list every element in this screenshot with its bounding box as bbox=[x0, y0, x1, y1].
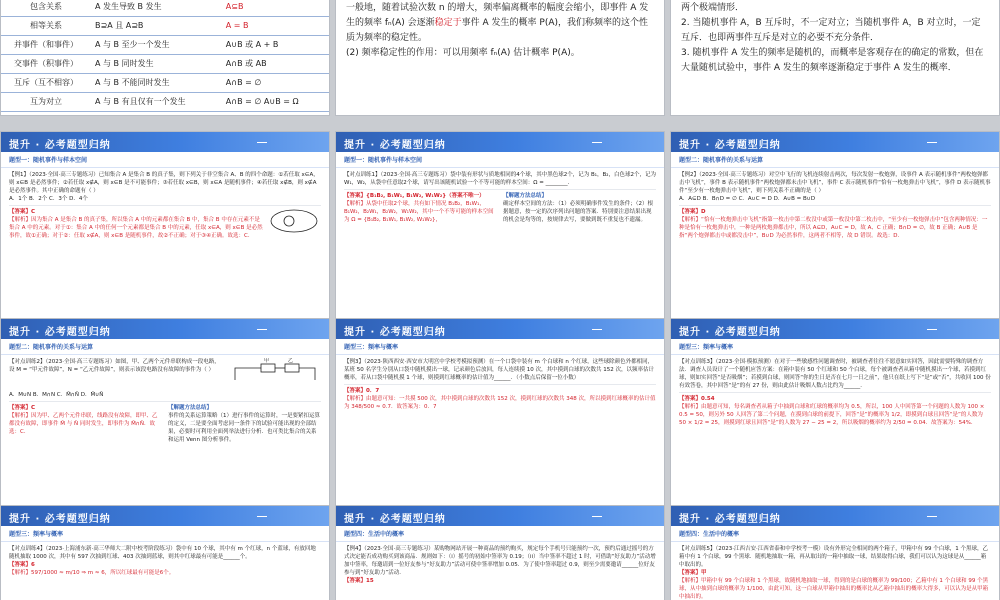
header-divider bbox=[592, 142, 602, 143]
question-text: 【对点训练1】（2023·全国·高三专题练习）袋中装有形状与质地相同的4个球，其中黑色球2个，记为 B₁，B₂，白色球2个，记为 W₁，W₂，从袋中任意取2个球，请写出该随机试验一个不等可能的样本空间：Ω = ________． bbox=[344, 172, 656, 186]
paragraph: 2. 当随机事件 A，B 互斥时，不一定对立；当随机事件 A，B 对立时，一定互斥．也即两事件互斥是对立的必要不充分条件． bbox=[681, 18, 981, 43]
slide-thumb-11[interactable] bbox=[335, 505, 665, 600]
section-title: 题型四：生活中的概率 bbox=[336, 526, 664, 542]
paragraph: (2) 频率稳定性的作用：可以用频率 fₙ(A) 估计概率 P(A)。 bbox=[346, 48, 580, 58]
question-text: 【对点训练2】（2023·全国·高三专题练习）如图，甲、乙两个元件串联构成一段电路，设 M = “甲元件故障”，N = “乙元件故障”，则表示该段电路没有故障的事件为（ ） bbox=[9, 359, 220, 373]
slide-thumb-3[interactable] bbox=[670, 0, 1000, 116]
event-relation-table bbox=[1, 0, 329, 112]
answer-label: 【答案】C bbox=[9, 209, 36, 215]
table-cell: A∩B = ∅ bbox=[222, 73, 329, 92]
frequency-stability-text bbox=[336, 0, 664, 65]
answer-label: 【答案】D bbox=[679, 209, 706, 215]
method-text: 事件的关系运算策略（1）进行事件的运算时，一是要紧扣运算的定义，二是要全面考虑同一条件下的试验可能出现的全部结果，必要时可利用全面列举法进行分析．也可类比集合的关系和运用 Venn 图分析事件。 bbox=[168, 413, 321, 443]
method-text: 确定样本空间的方法：（1）必须明确事件发生的条件；（2）根据题意，按一定的次序列出问题的答案．特别要注意结果出现的机会是均等的，按规律去写，要做到既不重复也不遗漏。 bbox=[503, 201, 654, 223]
divider bbox=[344, 189, 656, 190]
component-label: 甲 bbox=[264, 358, 270, 364]
component-label: 乙 bbox=[288, 358, 294, 364]
answer-options: A．1个 B．2个 C．3个 D．4个 bbox=[9, 196, 88, 202]
paragraph: 两个极端情形． bbox=[681, 3, 745, 13]
question-text: 【例2】（2023·全国·高三专题练习）对空中飞行的飞机连续射击两次，每次发射一枚炮弹，设事件 A 表示随机事件“两枚炮弹都击中飞机”，事件 B 表示随机事件“两枚炮弹都未击中飞机”，事件 C 表示随机事件“恰有一枚炮弹击中飞机”，事件 D 表示随机事件“至少有一枚炮弹击中飞机”，则下列关系不正确的是（ ） bbox=[679, 172, 991, 194]
table-cell: A = B bbox=[222, 16, 329, 35]
answer-label: 【答案】6 bbox=[9, 562, 35, 568]
divider bbox=[679, 205, 991, 206]
slide-thumb-4[interactable] bbox=[0, 131, 330, 321]
section-title: 题型三：频率与概率 bbox=[671, 339, 999, 355]
question-text: 【对点训练4】（2023·上海浦东新·高三华师大二附中校考阶段练习）袋中有 10 个球，其中有 m 个红球，n 个蓝球，有放回地随机抽取 1000 次，其中有 597 次抽到红球、403 次抽到蓝球，则其中红球最有可能是______个。 bbox=[9, 546, 316, 560]
table-cell: A∪B 或 A + B bbox=[222, 35, 329, 54]
section-title: 题型二：随机事件的关系与运算 bbox=[671, 152, 999, 168]
deck-title: 提升 · 必考题型归纳 bbox=[9, 514, 111, 525]
slide-thumb-7[interactable] bbox=[0, 318, 330, 508]
header-divider bbox=[257, 329, 267, 330]
divider bbox=[344, 384, 656, 385]
explanation-text: 【解析】“恰有一枚炮弹击中飞机”指第一枚击中第二枚没中或第一枚没中第二枚击中，“至少有一枚炮弹击中”包含两种情况：一种是恰有一枚炮弹击中，一种是两枚炮弹都击中，所以 A⊆D，A∪C = D，故 A、C 正确；B∩D = ∅，故 B 正确；A∪B 是指“两个炮弹都击中或都没击中”，B∪D 为必然事件，这两者不相等，故 D 错误。故选：D． bbox=[679, 217, 988, 239]
paragraph: 3. 随机事件 A 发生的频率是随机的，而概率是客观存在的确定的常数，但在大量随机试验中，事件 A 发生的频率逐渐稳定于事件 A 发生的概率． bbox=[681, 48, 984, 73]
explanation-text: 【解析】甲箱中有 99 个白球和 1 个黑球，故随机地抽取一球，得到的是白球的概率为 99/100；乙箱中有 1 个白球和 99 个黑球，从中抽到白球的概率为 1/100，由此可知，这一白球从甲箱中抽出的概率比从乙箱中抽出的概率大得多，可以认为是从甲箱中抽出的。 bbox=[679, 578, 989, 600]
header-divider bbox=[592, 516, 602, 517]
table-row bbox=[1, 0, 329, 16]
explanation-text: 【解析】从袋中任取2个球，共有如下情况 B₁B₂，B₁W₁，B₁W₂，B₂W₁，B₂W₂，W₁W₂，其中一个不等可能的样本空间为 Ω = {B₁B₂, B₁W₁, B₁W₂, W₁W₂}， bbox=[344, 201, 494, 223]
divider bbox=[9, 401, 321, 402]
question-text: 【对点训练5】（2023·江西吉安·江西省泰和中学校考一模）设有外形完全相同的两个箱子，甲箱中有 99 个白球，1 个黑球，乙箱中有 1 个白球，99 个黑球．随机地抽取一箱，再从取出的一箱中抽取一球，结果取得白球，我们可以认为这球是从______箱中取出的。 bbox=[679, 546, 988, 568]
header-divider bbox=[257, 516, 267, 517]
deck-title: 提升 · 必考题型归纳 bbox=[344, 514, 446, 525]
slide-header bbox=[336, 132, 664, 152]
table-cell: A 与 B 同时发生 bbox=[91, 54, 222, 73]
table-cell: 相等关系 bbox=[1, 16, 91, 35]
table-cell: A 与 B 不能同时发生 bbox=[91, 73, 222, 92]
header-divider bbox=[927, 329, 937, 330]
explanation-text: 【解析】因为甲、乙两个元件串联，线路没有故障，即甲、乙都没有故障，即事件 M̄ 与 N̄ 同时发生，即事件为 M̄∩N̄．故选：C． bbox=[9, 413, 158, 435]
table-row bbox=[1, 92, 329, 111]
header-divider bbox=[927, 142, 937, 143]
divider bbox=[9, 205, 321, 206]
method-title: 【解题方法总结】 bbox=[168, 405, 213, 411]
deck-title: 提升 · 必考题型归纳 bbox=[679, 140, 781, 151]
divider bbox=[679, 392, 991, 393]
section-title: 题型三：频率与概率 bbox=[1, 526, 329, 542]
slide-header bbox=[1, 319, 329, 339]
slide-thumb-8[interactable] bbox=[335, 318, 665, 508]
question-text: 【例3】（2023·陕西西安·西安市大明宫中学校考模拟预测）在一个口袋中装有 m 个白球和 n 个红球，这些球除颜色外都相同，某班 50 名学生分别从口袋中随机摸出一球，记录颜色后放回，每人连续摸 10 次，其中摸到白球的次数共 152 次，以频率估计概率，若从口袋中随机摸 1 个球，则摸到红球概率的估计值为______．（小数点后保留一位小数） bbox=[344, 359, 654, 381]
table-cell: 互斥（互不相容） bbox=[1, 73, 91, 92]
paragraph: 一般地，随着试验次数 n 的增大，频率偏离概率的幅度会缩小，即事件 A 发生的频率 fₙ(A) 会逐渐 bbox=[346, 3, 649, 28]
series-circuit-diagram bbox=[231, 358, 319, 388]
slide-thumb-10[interactable] bbox=[0, 505, 330, 600]
slide-thumb-9[interactable] bbox=[670, 318, 1000, 508]
section-title: 题型四：生活中的概率 bbox=[671, 526, 999, 542]
answer-label: 【答案】{B₁B₂, B₁W₁, B₁W₂, W₁W₂}（答案不唯一） bbox=[344, 193, 485, 199]
deck-title: 提升 · 必考题型归纳 bbox=[344, 140, 446, 151]
question-text: 【对点训练3】（2023·全国·模拟预测）在对于一些敏感性问题调查时，被调查者往往不愿意如实回答，因此需要特殊的调查方法．调查人员设计了一个随机应答方案：在箱中装有 50 个红球和 50 个白球，每个被调查者从箱中随机摸出一个球，若摸到红球，则如实回答“是否吸烟”；若摸到白球，则回答“你的生日是否在七月一日之前”，他只在纸上写下“是”或“否”，共收回 100 份有效答卷，其中回答“是”的有 27 份，则由此估计吸烟人数占比约为______． bbox=[679, 359, 991, 389]
table-cell: A∩B = ∅ A∪B = Ω bbox=[222, 92, 329, 111]
method-title: 【解题方法总结】 bbox=[503, 193, 548, 199]
answer-options: A．A⊆D B．B∩D = ∅ C．A∪C = D D．A∪B = B∪D bbox=[679, 196, 816, 202]
section-title: 题型三：频率与概率 bbox=[336, 339, 664, 355]
filled-blank: 稳定于 bbox=[434, 18, 462, 28]
slide-header bbox=[336, 319, 664, 339]
slide-header bbox=[671, 506, 999, 526]
table-cell: A 发生导致 B 发生 bbox=[91, 0, 222, 16]
answer-label: 【答案】0.54 bbox=[679, 396, 715, 402]
section-title: 题型二：随机事件的关系与运算 bbox=[1, 339, 329, 355]
table-row bbox=[1, 73, 329, 92]
table-cell: 互为对立 bbox=[1, 92, 91, 111]
table-row bbox=[1, 16, 329, 35]
deck-title: 提升 · 必考题型归纳 bbox=[344, 327, 446, 338]
table-row bbox=[1, 54, 329, 73]
header-divider bbox=[257, 142, 267, 143]
slide-thumb-5[interactable] bbox=[335, 131, 665, 321]
slide-thumb-2[interactable] bbox=[335, 0, 665, 116]
question-text: 【例1】（2023·全国·高三专题练习）已知集合 A 是集合 B 的真子集，则下列关于非空集合 A、B 的四个命题：①若任取 x∈A，则 x∈B 是必然事件；②若任取 x∉A，则 x∈B 是不可能事件；③若任取 x∈B，则 x∈A 是随机事件；④若任取 x∉B，则 x∉A 是必然事件。其中正确的命题有（ ） bbox=[9, 172, 319, 194]
slide-header bbox=[336, 506, 664, 526]
deck-title: 提升 · 必考题型归纳 bbox=[9, 327, 111, 338]
answer-label: 【答案】C bbox=[9, 405, 36, 411]
slide-thumb-6[interactable] bbox=[670, 131, 1000, 321]
explanation-text: 【解析】由题意可知：一共摸 500 次，其中摸到白球的次数共 152 次，摸到红球的次数共 348 次，所以摸到红球概率的估计值为 348/500 ≈ 0.7．故答案为：0．7 bbox=[344, 396, 656, 410]
answer-label: 【答案】0．7 bbox=[344, 388, 380, 394]
table-row bbox=[1, 35, 329, 54]
header-divider bbox=[927, 516, 937, 517]
table-cell: A 与 B 有且仅有一个发生 bbox=[91, 92, 222, 111]
notes-text bbox=[671, 0, 999, 80]
table-cell: B⊇A 且 A⊇B bbox=[91, 16, 222, 35]
table-cell: A∩B 或 AB bbox=[222, 54, 329, 73]
table-cell: 交事件（积事件） bbox=[1, 54, 91, 73]
answer-label: 【答案】15 bbox=[344, 578, 374, 584]
table-cell: A 与 B 至少一个发生 bbox=[91, 35, 222, 54]
section-title: 题型一：随机事件与样本空间 bbox=[336, 152, 664, 168]
paragraph: 事件 A 发生的概率 P(A)，我们称频率的这个性质为频率的稳定性。 bbox=[346, 18, 649, 43]
answer-label: 【答案】甲 bbox=[679, 570, 707, 576]
deck-title: 提升 · 必考题型归纳 bbox=[9, 140, 111, 151]
question-text: 【例4】（2023·全国·高三专题练习）某购物网站开展一种商品的预约购买，规定每个手机号只能预约一次，预约后通过摇号的方式决定能否成功购买到该商品．规则如下：（i）摇号的初始中签率为 0.19；（ii）当中签率不超过 1 时，可借助“好友助力”活动增加中签率，每邀请到一位好友参与“好友助力”活动可使中签率增加 0.05．为了使中签率超过 0.9，则至少需要邀请______位好友参与到“好友助力”活动． bbox=[344, 546, 656, 576]
section-title: 题型一：随机事件与样本空间 bbox=[1, 152, 329, 168]
explanation-text: 【解析】因为集合 A 是集合 B 的真子集，所以集合 A 中的元素都在集合 B 中，集合 B 中存在元素不是集合 A 中的元素。对于①：集合 A 中的任何一个元素都是集合 B 中的元素，任取 x∈A，则 x∈B 是必然事件，故①正确；对于②：任取 x∉A，则 x∈B 是随机事件，故②不正确；对于③④正确。故选：C． bbox=[9, 217, 263, 239]
slide-thumb-12[interactable] bbox=[670, 505, 1000, 600]
answer-options: A．M∪N B．M∩N C．M̄∩N̄ D．M̄∪N̄ bbox=[9, 392, 104, 398]
slide-thumb-1[interactable] bbox=[0, 0, 330, 116]
deck-title: 提升 · 必考题型归纳 bbox=[679, 327, 781, 338]
explanation-text: 【解析】597/1000 ≈ m/10 ⇒ m ≈ 6，所以红球最有可能是6个。 bbox=[9, 570, 175, 576]
table-cell: A⊆B bbox=[222, 0, 329, 16]
header-divider bbox=[592, 329, 602, 330]
slide-header bbox=[1, 506, 329, 526]
venn-diagram-icon bbox=[269, 208, 319, 234]
table-cell: 包含关系 bbox=[1, 0, 91, 16]
explanation-text: 【解析】由题意可知，每名调查者从箱子中抽到白球和红球的概率均为 0.5，所以，100 人中回答第一个问题的人数为 100 × 0.5 = 50，则另外 50 人回答了第二个问题，在摸到白球的前提下，回答“是”的概率为 1/2，即摸到白球且回答“是”的人数为 50 × 1/2 = 25，则摸到红球且回答“是”的人数为 27 − 25 = 2，所以吸烟的概率约为 2/50 = 0.04．故答案为：54%． bbox=[679, 404, 985, 426]
slide-header bbox=[671, 132, 999, 152]
table-cell: 并事件（和事件） bbox=[1, 35, 91, 54]
slide-header bbox=[671, 319, 999, 339]
deck-title: 提升 · 必考题型归纳 bbox=[679, 514, 781, 525]
slide-header bbox=[1, 132, 329, 152]
